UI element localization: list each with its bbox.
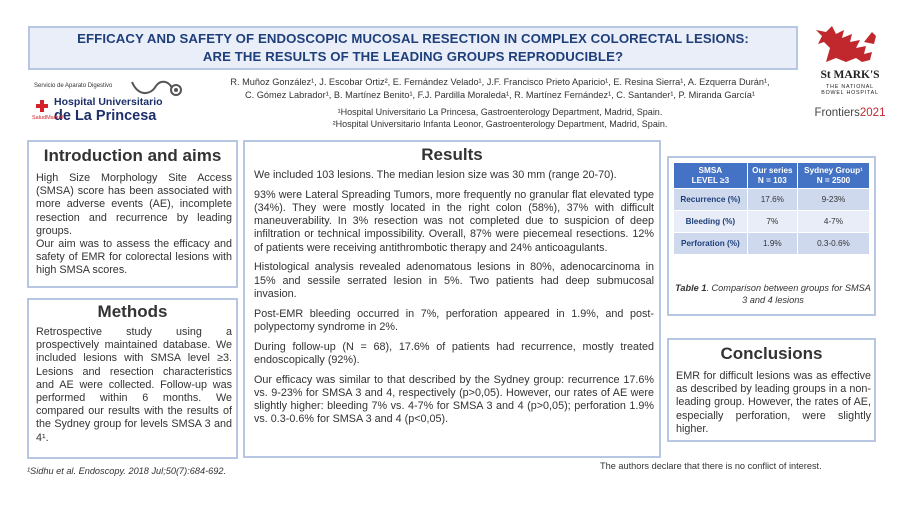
table-header-cell: Sydney Group¹ N = 2500	[797, 163, 869, 189]
service-label: Servicio de Aparato Digestivo	[34, 83, 113, 89]
table-row-label: Perforation (%)	[674, 233, 748, 255]
methods-panel	[27, 298, 238, 459]
affiliation-2: ²Hospital Universitario Infanta Leonor, Gastroenterology Department, Madrid, Spain.	[332, 119, 668, 129]
table-row-label: Recurrence (%)	[674, 189, 748, 211]
reference-note: ¹Sidhu et al. Endoscopy. 2018 Jul;50(7):684-692.	[27, 466, 227, 476]
winged-lion-icon	[806, 22, 894, 68]
table-caption	[673, 282, 873, 306]
results-heading: Results	[421, 145, 483, 164]
results-paragraph-6: Our efficacy was similar to that described by the Sydney group: recurrence 17.6% vs. 9-23% for SMSA 3 and 4, respectively (p>0,05). However, our rates of AE were slightly higher: bleeding 7% vs. 4-7% for SMSA 3 and 4 (p>0,05); perforation 1.9% vs. 0.3-0.6% for SMSA 3 and 4 (p<0,05).	[254, 373, 654, 426]
table-cell: 7%	[747, 211, 797, 233]
conclusions-panel	[667, 338, 876, 442]
table-cell: 1.9%	[747, 233, 797, 255]
title-line-1: EFFICACY AND SAFETY OF ENDOSCOPIC MUCOSAL RESECTION IN COMPLEX COLORECTAL LESIONS:	[77, 31, 749, 46]
table-cell: 9-23%	[797, 189, 869, 211]
results-paragraph-1: We included 103 lesions. The median lesion size was 30 mm (range 20-70).	[254, 169, 617, 181]
hospital-name-line-1: Hospital Universitario	[54, 96, 163, 108]
hospital-logo	[28, 78, 193, 128]
intro-paragraph-2: Our aim was to assess the efficacy and safety of EMR for colorectal lesions with high SMSA scores.	[36, 238, 232, 277]
results-paragraph-2: 93% were Lateral Spreading Tumors, more frequently no granular flat elevated type (34%). They were mostly located in the right colon (58%), 37% with difficult maneuverability. In 3% resection was not completed due to suspicion of deep infiltration or technical impossibility. Overall, 87% were piecemeal resections. 12% of patients were receiving antithrombotic therapy and 24% anticoagulants.	[254, 188, 654, 254]
salud-madrid-label: SaludMadrid	[32, 115, 63, 121]
table-row	[674, 233, 870, 255]
intro-panel	[27, 140, 238, 288]
frontiers-label	[806, 107, 894, 119]
methods-heading: Methods	[97, 302, 168, 321]
table-header-cell: Our series N = 103	[747, 163, 797, 189]
table-cell: 4-7%	[797, 211, 869, 233]
frontiers-text: Frontiers	[814, 107, 860, 119]
comparison-table	[673, 162, 870, 255]
affiliation-1: ¹Hospital Universitario La Princesa, Gastroenterology Department, Madrid, Spain.	[337, 107, 663, 117]
frontiers-year: 2021	[859, 107, 886, 119]
table-header-cell: SMSA LEVEL ≥3	[674, 163, 748, 189]
results-paragraph-5: During follow-up (N = 68), 17.6% of patients had recurrence, mostly treated endoscopically (92%).	[254, 340, 654, 366]
conclusions-heading: Conclusions	[720, 344, 823, 363]
intro-heading: Introduction and aims	[43, 146, 222, 165]
st-marks-sub-1: THE NATIONAL	[826, 84, 874, 90]
authors-line-2: C. Gómez Labrador¹, B. Martínez Benito¹, F.J. Pardilla Moraleda¹, R. Martínez Fernández¹, C. Santander¹, P. Miranda García¹	[245, 90, 755, 100]
author-list	[200, 76, 800, 102]
methods-body: Retrospective study using a prospectively maintained database. We included lesions with SMSA level ≥3. Lesions and resection characteristics and AE were collected. Follow-up was performed within 6 months. We compared our results with the results of the Sydney group for levels SMSA 3 and 4¹.	[36, 326, 232, 444]
table-cell: 17.6%	[747, 189, 797, 211]
st-marks-logo	[806, 22, 894, 132]
poster-title	[28, 26, 798, 70]
table-caption-label: Table 1	[675, 283, 707, 293]
table-row-label: Bleeding (%)	[674, 211, 748, 233]
table-header-row	[674, 163, 870, 189]
table-cell: 0.3-0.6%	[797, 233, 869, 255]
conclusions-body: EMR for difficult lesions was as effective as described by leading groups in a non-leading group. However, the rates of AE, especially perforation, were slightly higher.	[676, 370, 871, 435]
title-line-2: ARE THE RESULTS OF THE LEADING GROUPS REPRODUCIBLE?	[202, 49, 624, 64]
intro-body	[36, 172, 232, 278]
authors-line-1: R. Muñoz González¹, J. Escobar Ortiz², E. Fernández Velado¹, J.F. Francisco Prieto Aparicio¹, E. Resina Sierra¹, A. Ezquerra Durán¹,	[230, 77, 770, 87]
table-row	[674, 189, 870, 211]
table-caption-text: . Comparison between groups for SMSA 3 and 4 lesions	[706, 283, 871, 305]
conflict-statement: The authors declare that there is no conflict of interest.	[600, 461, 822, 471]
st-marks-sub-2: BOWEL HOSPITAL	[821, 90, 879, 96]
hospital-name-line-2: de La Princesa	[54, 108, 157, 124]
results-panel	[243, 140, 661, 458]
st-marks-name: St MARK'S	[820, 69, 880, 81]
results-paragraph-4: Post-EMR bleeding occurred in 7%, perforation appeared in 1.9%, and post-polypectomy syndrome in 2%.	[254, 307, 654, 333]
affiliations	[200, 106, 800, 130]
intro-paragraph-1: High Size Morphology Site Access (SMSA) score has been associated with more adverse events (AE), incomplete resection and recurrence by leading groups.	[36, 172, 232, 237]
results-body	[254, 169, 654, 433]
results-paragraph-3: Histological analysis revealed adenomatous lesions in 80%, adenocarcinoma in 15% and sessile serrated lesion in 5%. Two patients had deep submucosal invasion.	[254, 261, 654, 300]
table-row	[674, 211, 870, 233]
red-cross-icon	[36, 100, 48, 112]
comparison-table-panel	[667, 156, 876, 316]
